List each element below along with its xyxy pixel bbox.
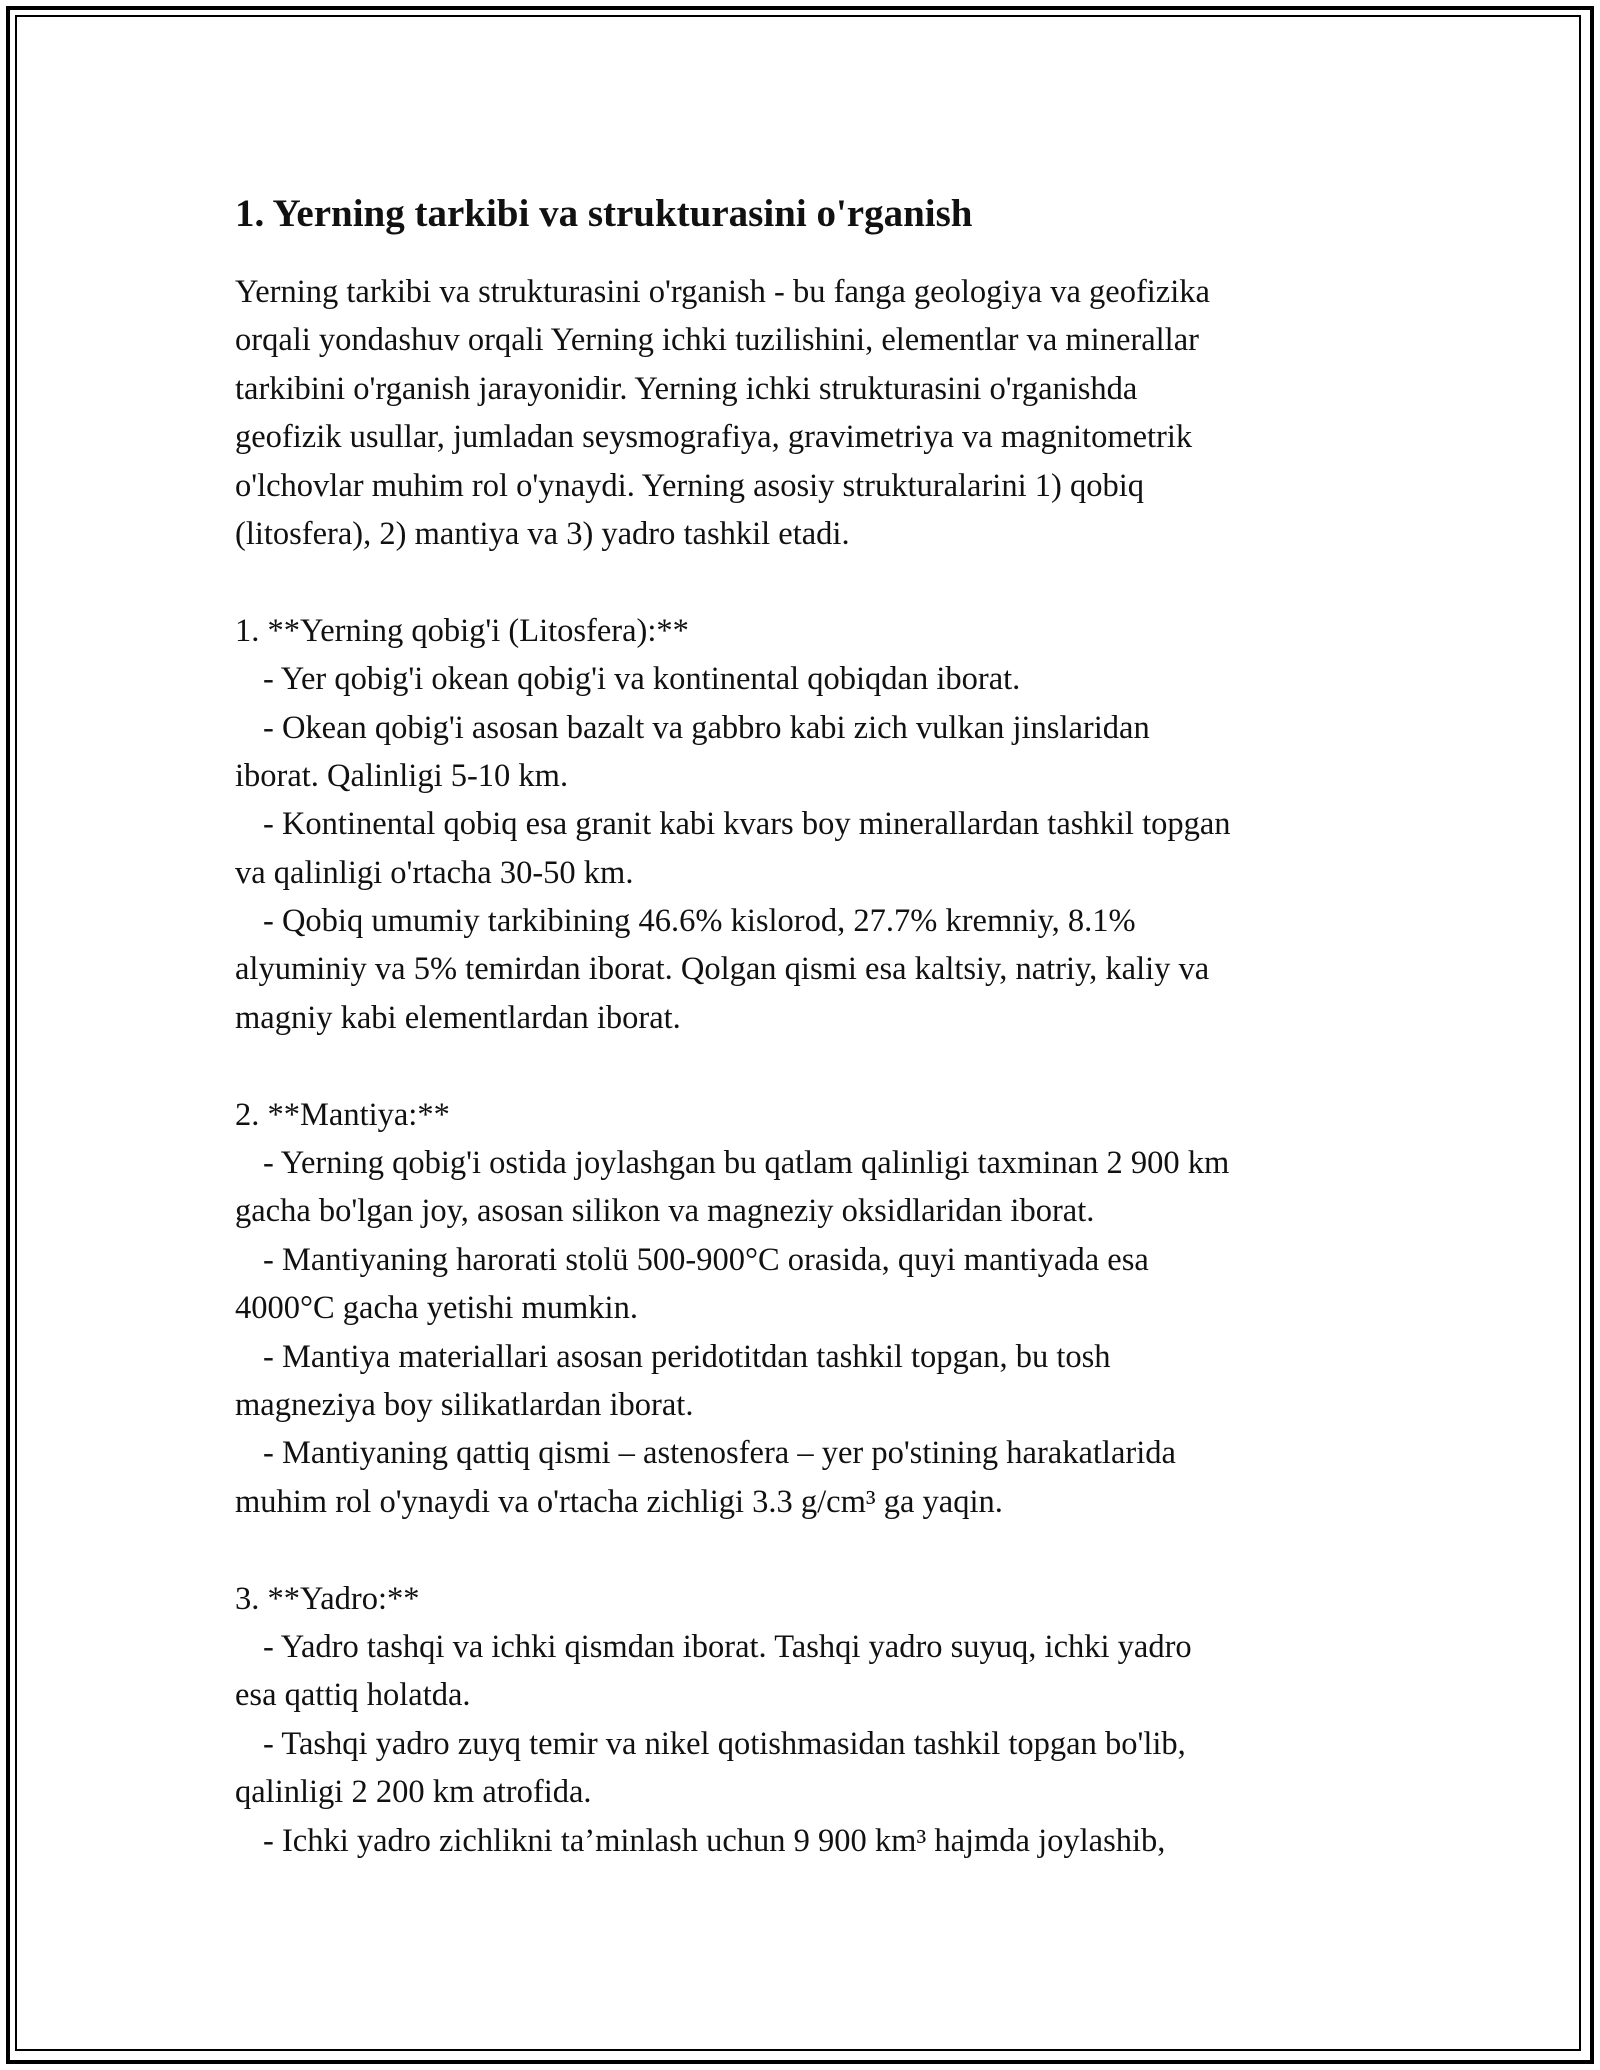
continuation-line: 4000°C gacha yetishi mumkin. [235,1290,638,1327]
bullet-line: - Qobiq umumiy tarkibining 46.6% kislorod, 27.7% kremniy, 8.1% [263,903,1136,940]
intro-line: tarkibini o'rganish jarayonidir. Yerning ichki strukturasini o'rganishda [235,370,1138,407]
continuation-line: va qalinligi o'rtacha 30-50 km. [235,854,634,891]
section-mantiya [235,1091,1365,1527]
continuation-line: gacha bo'lgan joy, asosan silikon va magneziy oksidlaridan iborat. [235,1193,1095,1230]
intro-line: orqali yondashuv orqali Yerning ichki tuzilishini, elementlar va minerallar [235,322,1199,359]
bullet-line: - Okean qobig'i asosan bazalt va gabbro kabi zich vulkan jinslaridan [263,709,1150,746]
intro-paragraph [235,268,1365,558]
bullet-line: - Mantiyaning harorati stolü 500-900°C orasida, quyi mantiyada esa [263,1241,1149,1278]
section-heading: 2. **Mantiya:** [235,1096,450,1133]
paragraph-gap [235,558,1365,606]
bullet-line: - Mantiyaning qattiq qismi – astenosfera – yer po'stining harakatlarida [263,1435,1176,1472]
section-yadro [235,1575,1365,1865]
document-body [235,182,1365,1865]
bullet-line: - Yadro tashqi va ichki qismdan iborat. Tashqi yadro suyuq, ichki yadro [263,1628,1192,1665]
bullet-line: - Yerning qobig'i ostida joylashgan bu qatlam qalinligi taxminan 2 900 km [263,1145,1230,1182]
bullet-line: - Ichki yadro zichlikni ta’minlash uchun 9 900 km³ hajmda joylashib, [263,1822,1166,1859]
continuation-line: alyuminiy va 5% temirdan iborat. Qolgan qismi esa kaltsiy, natriy, kaliy va [235,951,1210,988]
intro-line: Yerning tarkibi va strukturasini o'rganish - bu fanga geologiya va geofizika [235,274,1210,310]
bullet-line: - Kontinental qobiq esa granit kabi kvars boy minerallardan tashkil topgan [263,806,1231,843]
intro-line: geofizik usullar, jumladan seysmografiya, gravimetriya va magnitometrik [235,419,1193,456]
continuation-line: iborat. Qalinligi 5-10 km. [235,757,569,794]
document-text [235,268,1365,1865]
intro-line: o'lchovlar muhim rol o'ynaydi. Yerning asosiy strukturalarini 1) qobiq [235,467,1144,504]
bullet-line: - Tashqi yadro zuyq temir va nikel qotishmasidan tashkil topgan bo'lib, [263,1725,1186,1762]
section-litosfera [235,607,1365,1043]
continuation-line: magneziya boy silikatlardan iborat. [235,1386,694,1423]
section-heading: 3. **Yadro:** [235,1580,420,1617]
paragraph-gap [235,1042,1365,1090]
intro-line: (litosfera), 2) mantiya va 3) yadro tashkil etadi. [235,515,850,552]
bullet-line: - Mantiya materiallari asosan peridotitdan tashkil topgan, bu tosh [263,1338,1111,1375]
document-title: 1. Yerning tarkibi va strukturasini o'rganish [235,192,973,235]
section-heading: 1. **Yerning qobig'i (Litosfera):** [235,612,689,649]
continuation-line: esa qattiq holatda. [235,1677,471,1714]
continuation-line: magniy kabi elementlardan iborat. [235,999,681,1036]
bullet-line: - Yer qobig'i okean qobig'i va kontinental qobiqdan iborat. [263,661,1021,698]
continuation-line: qalinligi 2 200 km atrofida. [235,1774,592,1811]
continuation-line: muhim rol o'ynaydi va o'rtacha zichligi 3.3 g/cm³ ga yaqin. [235,1483,1003,1520]
paragraph-gap [235,1526,1365,1574]
